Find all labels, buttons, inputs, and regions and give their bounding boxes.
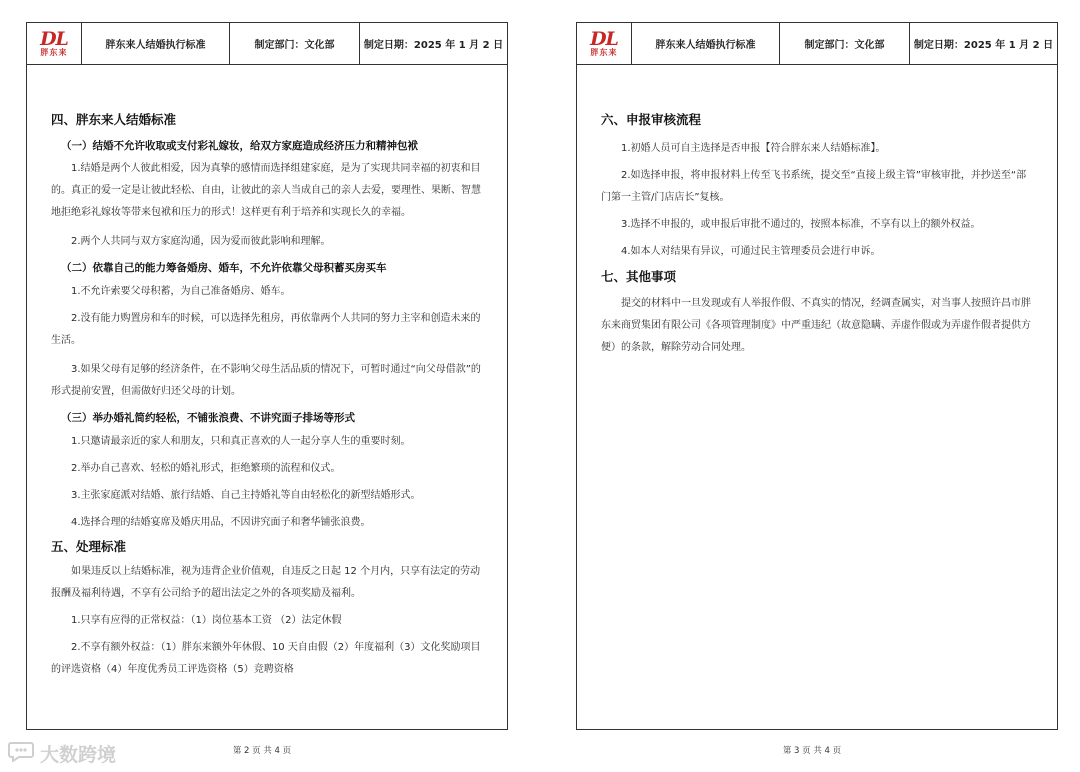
watermark xyxy=(8,740,116,767)
logo-mark: DL xyxy=(40,27,68,50)
paragraph: 2.不享有额外权益：（1）胖东来额外年休假、10 天自由假（2）年度福利（3）文化奖励项目的评选资格（4）年度优秀员工评选资格（5）竞聘资格 xyxy=(51,642,481,675)
subsection-1-title: （一）结婚不允许收取或支付彩礼嫁妆，给双方家庭造成经济压力和精神包袱 xyxy=(61,140,418,152)
company-logo xyxy=(27,23,82,64)
paragraph: 3.如果父母有足够的经济条件，在不影响父母生活品质的情况下，可暂时通过“向父母借款”的形式提前安置，但需做好归还父母的计划。 xyxy=(51,364,481,397)
header-date: 制定日期：2025 年 1 月 2 日 xyxy=(363,40,504,51)
subsection-3-title: （三）举办婚礼简约轻松，不铺张浪费、不讲究面子排场等形式 xyxy=(61,412,355,424)
header-department: 制定部门：文化部 xyxy=(230,23,360,64)
paragraph: 1.只邀请最亲近的家人和朋友，只和真正喜欢的人一起分享人生的重要时刻。 xyxy=(71,436,411,447)
document-page-3 xyxy=(576,22,1058,730)
paragraph: 1.不允许索要父母积蓄，为自己准备婚房、婚车。 xyxy=(71,286,291,297)
page-body xyxy=(577,112,1057,359)
logo-text: 胖东来 xyxy=(40,47,68,57)
paragraph: 4.如本人对结果有异议，可通过民主管理委员会进行申诉。 xyxy=(621,246,881,257)
paragraph: 3.主张家庭派对结婚、旅行结婚、自己主持婚礼等自由轻松化的新型结婚形式。 xyxy=(71,490,421,501)
page-header xyxy=(27,23,507,65)
paragraph: 2.两个人共同与双方家庭沟通，因为爱而彼此影响和理解。 xyxy=(71,236,331,247)
paragraph: 4.选择合理的结婚宴席及婚庆用品，不因讲究面子和奢华铺张浪费。 xyxy=(71,517,371,528)
document-page-2 xyxy=(26,22,508,730)
page-body xyxy=(27,112,507,681)
logo-text: 胖东来 xyxy=(590,47,618,57)
paragraph: 2.如选择申报，将申报材料上传至飞书系统，提交至“直接上级主管”审核审批，并抄送至“部门第一主管/门店店长”复核。 xyxy=(601,170,1027,203)
page-header xyxy=(577,23,1057,65)
paragraph: 提交的材料中一旦发现或有人举报作假、不真实的情况，经调查属实，对当事人按照许昌市胖东来商贸集团有限公司《各项管理制度》中严重违纪（故意隐瞒、弄虚作假或为弄虚作假者提供方便）的条款，解除劳动合同处理。 xyxy=(601,298,1031,353)
page-number: 第 2 页 共 4 页 xyxy=(232,746,292,756)
section-5-title: 五、处理标准 xyxy=(51,539,127,554)
watermark-text: 大数跨境 xyxy=(40,744,117,766)
paragraph: 1.只享有应得的正常权益：（1）岗位基本工资 （2）法定休假 xyxy=(71,615,342,626)
section-7-title: 七、其他事项 xyxy=(601,269,677,284)
page-number: 第 3 页 共 4 页 xyxy=(782,746,842,756)
paragraph: 1.结婚是两个人彼此相爱，因为真挚的感情而选择组建家庭，是为了实现共同幸福的初衷和目的。真正的爱一定是让彼此轻松、自由，让彼此的亲人当成自己的亲人去爱，要理性、果断、智慧地拒绝彩礼嫁妆等带来包袱和压力的形式！这样更有利于培养和实现长久的幸福。 xyxy=(51,163,481,218)
section-6-title: 六、申报审核流程 xyxy=(601,112,702,127)
paragraph: 3.选择不申报的，或申报后审批不通过的，按照本标准，不享有以上的额外权益。 xyxy=(621,219,981,230)
header-department: 制定部门：文化部 xyxy=(780,23,910,64)
company-logo xyxy=(577,23,632,64)
paragraph: 2.举办自己喜欢、轻松的婚礼形式，拒绝繁琐的流程和仪式。 xyxy=(71,463,341,474)
logo-mark: DL xyxy=(590,27,618,50)
header-title: 胖东来人结婚执行标准 xyxy=(82,23,230,64)
section-4-title: 四、胖东来人结婚标准 xyxy=(51,112,177,127)
subsection-2-title: （二）依靠自己的能力筹备婚房、婚车，不允许依靠父母积蓄买房买车 xyxy=(61,262,387,274)
header-title: 胖东来人结婚执行标准 xyxy=(632,23,780,64)
paragraph: 如果违反以上结婚标准，视为违背企业价值观，自违反之日起 12 个月内，只享有法定的劳动报酬及福利待遇，不享有公司给予的超出法定之外的各项奖励及福利。 xyxy=(51,566,481,599)
header-date: 制定日期：2025 年 1 月 2 日 xyxy=(913,40,1054,51)
paragraph: 2.没有能力购置房和车的时候，可以选择先租房，再依靠两个人共同的努力主宰和创造未来的生活。 xyxy=(51,313,481,346)
speech-bubble-icon xyxy=(8,740,34,767)
paragraph: 1.初婚人员可自主选择是否申报【符合胖东来人结婚标准】。 xyxy=(621,143,886,154)
